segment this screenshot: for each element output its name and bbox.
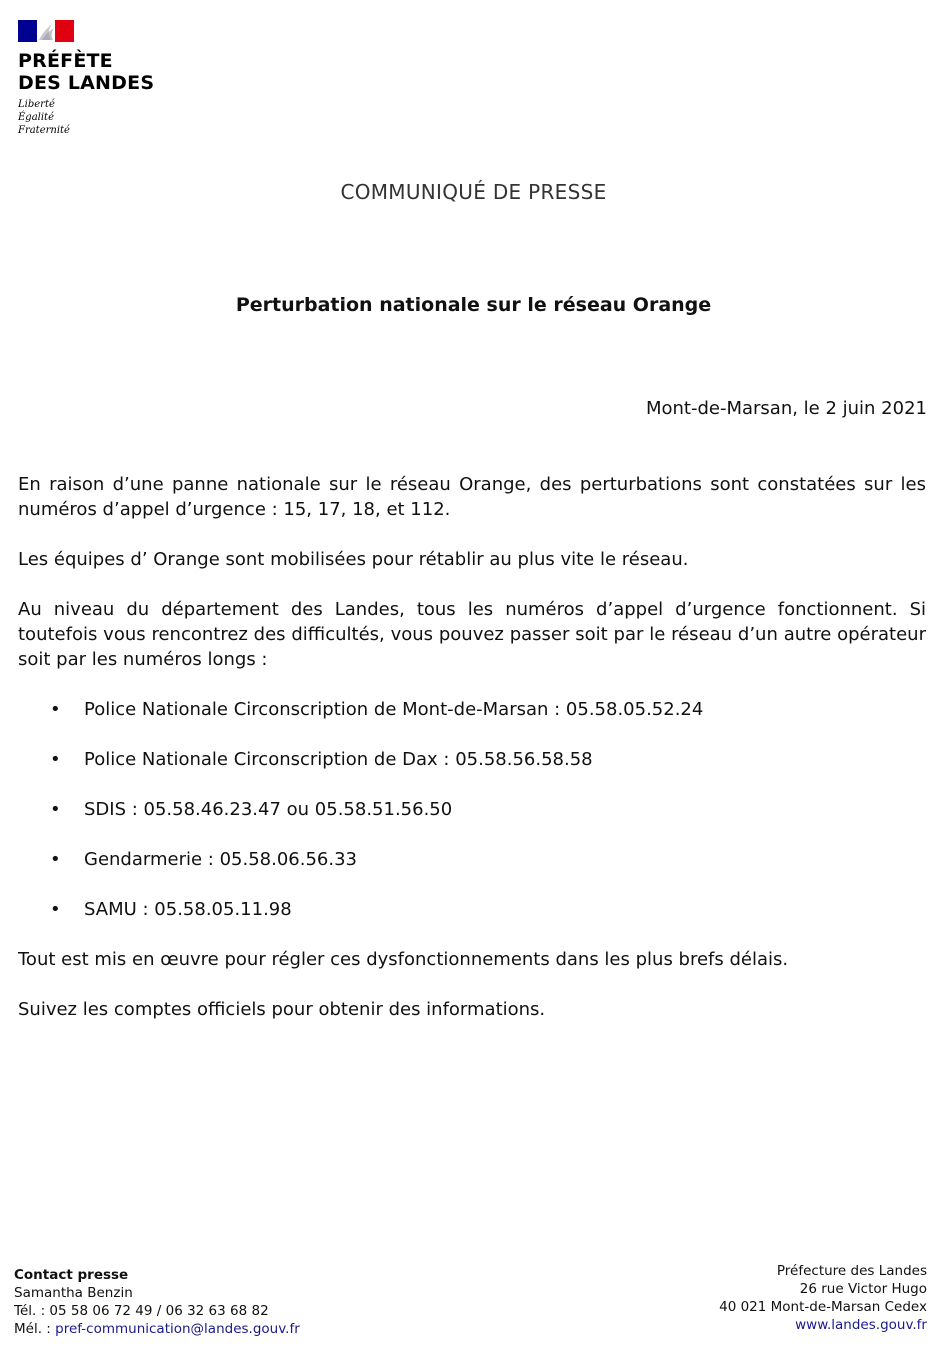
bullet-icon: •	[50, 749, 61, 770]
marianne-flag-icon	[18, 20, 74, 42]
press-contact	[14, 1266, 300, 1338]
address-line-street: 26 rue Victor Hugo	[799, 1281, 927, 1297]
contact-email-link[interactable]: pref-communication@landes.gouv.fr	[55, 1321, 300, 1337]
press-release-headline: Perturbation nationale sur le réseau Orange	[235, 294, 712, 316]
contact-email-label: Mél. :	[14, 1321, 56, 1337]
press-release-body	[18, 472, 926, 1047]
contact-title: Contact presse	[14, 1267, 129, 1283]
list-item	[18, 747, 926, 772]
list-item	[18, 797, 926, 822]
address-line-name: Préfecture des Landes	[776, 1263, 927, 1279]
document-type: COMMUNIQUÉ DE PRESSE	[340, 180, 607, 204]
paragraph-official-accounts: Suivez les comptes officiels pour obtenir des informations.	[18, 999, 546, 1020]
motto-egalite: Égalité	[18, 112, 54, 123]
bullet-icon: •	[50, 699, 61, 720]
bullet-icon: •	[50, 849, 61, 870]
motto-liberte: Liberté	[18, 99, 55, 110]
bullet-icon: •	[50, 799, 61, 820]
prefecture-address	[719, 1262, 927, 1334]
paragraph-efforts: Tout est mis en œuvre pour régler ces dysfonctionnements dans les plus brefs délais.	[18, 949, 789, 970]
list-item	[18, 897, 926, 922]
number-gendarmerie: Gendarmerie : 05.58.06.56.33	[84, 849, 357, 870]
motto-fraternite: Fraternité	[18, 125, 70, 136]
contact-name: Samantha Benzin	[14, 1285, 133, 1301]
list-item	[18, 847, 926, 872]
contact-phone: Tél. : 05 58 06 72 49 / 06 32 63 68 82	[14, 1303, 269, 1319]
emergency-numbers-list	[18, 697, 926, 922]
contact-email-row	[14, 1320, 300, 1338]
paragraph-alternatives: Au niveau du département des Landes, tous les numéros d’appel d’urgence fonctionnent. Si toutefois vous rencontrez des difficultés, vous pouvez passer soit par le réseau d’un autre opérateur soit par les numéros longs :	[18, 599, 926, 670]
org-name-line1: PRÉFÈTE	[18, 50, 113, 72]
dateline: Mont-de-Marsan, le 2 juin 2021	[645, 398, 927, 419]
paragraph-teams: Les équipes d’ Orange sont mobilisées pour rétablir au plus vite le réseau.	[18, 549, 689, 570]
number-sdis: SDIS : 05.58.46.23.47 ou 05.58.51.56.50	[84, 799, 453, 820]
bullet-icon: •	[50, 899, 61, 920]
number-samu: SAMU : 05.58.05.11.98	[84, 899, 292, 920]
republic-motto	[18, 98, 178, 137]
number-police-dax: Police Nationale Circonscription de Dax : 05.58.56.58.58	[84, 749, 593, 770]
org-name-line2: DES LANDES	[18, 72, 155, 94]
paragraph-outage: En raison d’une panne nationale sur le réseau Orange, des perturbations sont constatées sur les numéros d’appel d’urgence : 15, 17, 18, et 112.	[18, 474, 926, 520]
list-item	[18, 697, 926, 722]
prefecture-logo	[18, 20, 178, 137]
number-police-mont-de-marsan: Police Nationale Circonscription de Mont-de-Marsan : 05.58.05.52.24	[84, 699, 704, 720]
website-link[interactable]: www.landes.gouv.fr	[795, 1317, 927, 1333]
address-line-city: 40 021 Mont-de-Marsan Cedex	[719, 1299, 927, 1315]
